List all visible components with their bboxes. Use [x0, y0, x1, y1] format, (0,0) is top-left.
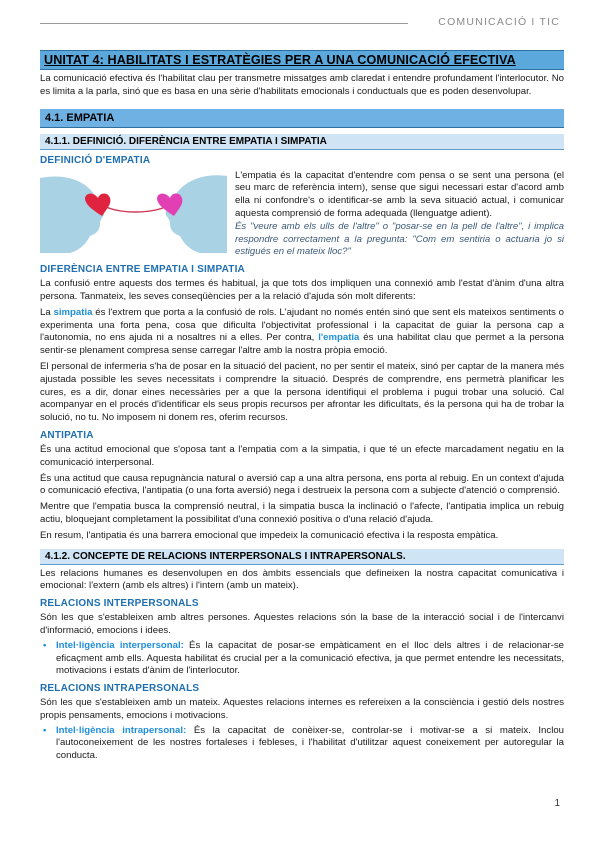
heading-intrapersonals: RELACIONS INTRAPERSONALS: [40, 683, 200, 695]
heading-definicio-empatia: DEFINICIÓ D'EMPATIA: [40, 154, 151, 166]
heading-diferencia: DIFERÈNCIA ENTRE EMPATIA I SIMPATIA: [40, 264, 245, 276]
diff-paragraph-2: [40, 307, 564, 358]
antipatia-paragraph-1: És una actitud emocional que s'oposa tant a l'empatia com a la simpatia, i que té un efecte marcadament negatiu en la comunicació interpersonal.: [40, 443, 564, 468]
header-rule: [40, 23, 408, 24]
diff-paragraph-3: El personal de infermeria s'ha de posar en la situació del pacient, no per sentir el mateix, sinó per captar de la manera més ajustada possible les seves necessitats i comprendre la situació. Després de comprendre, ens permetrà planificar les cures, es a dir, donar eines necessàries per a que la persona identifiqui el problema i pugui trobar una solució. Cal acompanyar en el procés d'identificar els seus propis recursos per afrontar les dificultats, és la persona qui ha de trobar la solució, no tu. No imposem ni donem res, oferim recursos.: [40, 360, 564, 424]
page-header: [40, 14, 560, 32]
interpersonal-list: [40, 640, 564, 678]
relacions-intro: Les relacions humanes es desenvolupen en dos àmbits essencials que defineixen la nostra capacitat comunicativa i emocional: l'extern (amb els altres) i l'intern (amb un mateix).: [40, 567, 564, 592]
intrapersonal-list: [40, 725, 564, 763]
header-subject: COMUNICACIÓ I TIC: [438, 16, 560, 28]
intrapersonals-paragraph: Són les que s'estableixen amb un mateix. Aquestes relacions internes es refereixen a la consciència i gestió dels nostres propis pensaments, emocions i motivacions.: [40, 697, 564, 721]
interpersonal-description: És la capacitat de posar-se empàticament en el lloc dels altres i de relacionar-se eficaçment amb ells. Aquesta habilitat és crucial per a la comunicació efectiva, ja que permet entendre les necessitats, motivacions i estats d'ànim de l'interlocutor.: [56, 639, 564, 677]
document-body: [40, 50, 564, 763]
definition-text-block: [235, 170, 564, 260]
diff-p2-part-a: La: [40, 306, 54, 318]
bullet-icon: •: [43, 724, 47, 736]
heading-antipatia: ANTIPATIA: [40, 429, 94, 441]
bullet-icon: •: [43, 639, 47, 651]
subsection-title-relacions: 4.1.2. CONCEPTE DE RELACIONS INTERPERSONALS I INTRAPERSONALS.: [40, 549, 564, 565]
diff-p2-part-c: és una habilitat clau que permet a la persona sentir-se plenament compresa sense carregar l'altre amb la nostra pròpia emoció.: [40, 332, 565, 357]
subsection-title-definicio: 4.1.1. DEFINICIÓ. DIFERÈNCIA ENTRE EMPATIA I SIMPATIA: [40, 134, 564, 150]
antipatia-paragraph-4: En resum, l'antipatia és una barrera emocional que impedeix la comunicació efectiva i la resposta empàtica.: [40, 529, 499, 541]
intro-paragraph: La comunicació efectiva és l'habilitat clau per transmetre missatges amb claredat i entendre profundament l'interlocutor. No es limita a la parla, sinó que es basa en una sèrie d'habilitats emocionals i conductuals que es poden desenvolupar.: [40, 73, 564, 97]
term-interpersonal: Intel·ligència interpersonal:: [56, 639, 184, 651]
interpersonals-paragraph: Són les que s'estableixen amb altres persones. Aquestes relacions són la base de la interacció social i de l'intercanvi d'informació, emocions i idees.: [40, 612, 564, 636]
empathy-illustration: [40, 170, 227, 253]
heading-interpersonals: RELACIONS INTERPERSONALS: [40, 598, 199, 610]
section-title-empatia: 4.1. EMPATIA: [40, 109, 564, 128]
term-simpatia: simpatia: [53, 306, 93, 318]
list-item-intrapersonal: [40, 725, 564, 763]
term-intrapersonal: Intel·ligència intrapersonal:: [56, 724, 187, 736]
diff-p2-part-b: és l'extrem que porta a la confusió de rols. L'ajudant no només entén sinó que sent els mateixos sentiments o experimenta una forta pena, cosa que dificulta l'objectivitat professional i la capacitat de guiar la persona cap a l'autonomia, no ens ajuda ni a nosaltres ni a elles. Per contra,: [40, 306, 564, 344]
unit-title: UNITAT 4: HABILITATS I ESTRATÈGIES PER A UNA COMUNICACIÓ EFECTIVA: [40, 50, 564, 70]
definition-paragraph: L'empatia és la capacitat d'entendre com pensa o se sent una persona (el seu marc de referència intern), sense que sigui necessari estar d'acord amb ella ni confondre's o identificar-se amb la seva situació actual, i comunicar aquesta comprensió de forma adequada (llenguatge adient).: [235, 169, 564, 219]
antipatia-paragraph-2: És una actitud que causa repugnància natural o aversió cap a una altra persona, ens porta al rebuig. En un context d'ajuda o comunicació efectiva, l'antipatia (o una forta aversió) nega i destrueix la persona com a subjecte d'atenció o comprensió.: [40, 472, 564, 497]
term-empatia: l'empatia: [318, 332, 360, 344]
list-item-interpersonal: [40, 640, 564, 678]
definition-quote: És "veure amb els ulls de l'altre" o "posar-se en la pell de l'altre", i implica respondre correctament a la pregunta: "Com em sentiria o actuaria jo si estigués en el mateix lloc?": [235, 220, 564, 258]
definition-row: [40, 170, 564, 260]
two-heads-heart-image: [40, 170, 227, 253]
diff-paragraph-1: La confusió entre aquests dos termes és habitual, ja que tots dos impliquen una connexió amb l'estat d'ànim d'una altra persona. Tanmateix, les seves conseqüències per a la relació d'ajuda són molt diferents:: [40, 278, 564, 302]
intrapersonal-description: És la capacitat de conèixer-se, controlar-se i motivar-se a si mateix. Inclou l'autoconeixement de les nostres fortaleses i febleses, i l'habilitat d'utilitzar aquest coneixement per autoregular la conducta.: [56, 724, 564, 762]
page-number: 1: [554, 798, 560, 809]
antipatia-paragraph-3: Mentre que l'empatia busca la comprensió neutral, i la simpatia busca la inclinació o l'afecte, l'antipatia implica un rebuig actiu, bloquejant completament la possibilitat d'una connexió positiva o d'una relació d'ajuda.: [40, 501, 564, 525]
